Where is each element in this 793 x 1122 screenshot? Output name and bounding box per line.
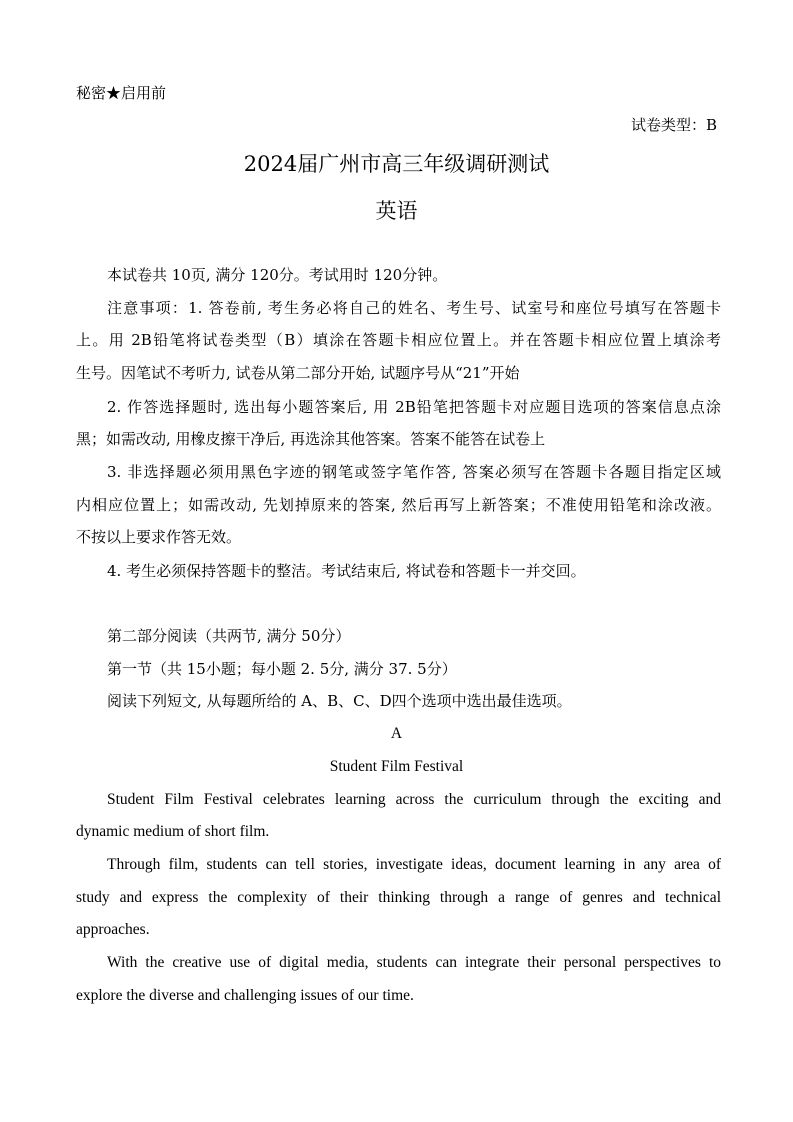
passage-letter: A xyxy=(390,725,403,742)
exam-title: 2024届广州市高三年级调研测试 xyxy=(243,152,550,176)
paragraph-2-line-3: approaches. xyxy=(76,921,150,938)
paragraph-1-line-2: dynamic medium of short film. xyxy=(76,823,270,840)
subject-title: 英语 xyxy=(375,199,418,223)
paragraph-3-line-2: explore the diverse and challenging issues of our time. xyxy=(76,987,414,1004)
instruction-2-line-2: 黑；如需改动, 用橡皮擦干净后, 再选涂其他答案。答案不能答在试卷上 xyxy=(76,430,546,448)
instruction-3-line-3: 不按以上要求作答无效。 xyxy=(76,528,242,546)
paragraph-1-line-1: Student Film Festival celebrates learning across the curriculum through the exciting and xyxy=(107,791,721,808)
reading-directions: 阅读下列短文, 从每题所给的 A、B、C、D四个选项中选出最佳选项。 xyxy=(107,692,572,710)
paragraph-3-line-1: With the creative use of digital media, students can integrate their personal perspectives to xyxy=(107,954,721,971)
instruction-1-line-1: 注意事项：1. 答卷前, 考生务必将自己的姓名、考生号、试室号和座位号填写在答题卡 xyxy=(107,299,721,317)
instruction-1-line-3: 生号。因笔试不考听力, 试卷从第二部分开始, 试题序号从“21”开始 xyxy=(76,364,520,382)
paper-type-label: 试卷类型：B xyxy=(630,116,717,134)
confidential-label: 秘密★启用前 xyxy=(76,84,167,102)
exam-intro: 本试卷共 10页, 满分 120分。考试用时 120分钟。 xyxy=(107,266,448,284)
passage-title: Student Film Festival xyxy=(329,758,464,775)
instruction-3-line-2: 内相应位置上；如需改动, 先划掉原来的答案, 然后再写上新答案；不准使用铅笔和涂改液。 xyxy=(76,496,721,514)
instruction-3-line-1: 3. 非选择题必须用黑色字迹的钢笔或签字笔作答, 答案必须写在答题卡各题目指定区域 xyxy=(107,463,721,481)
instruction-1-line-2: 上。用 2B铅笔将试卷类型（B）填涂在答题卡相应位置上。并在答题卡相应位置上填涂考 xyxy=(76,331,721,349)
paragraph-2-line-2: study and express the complexity of their thinking through a range of genres and technical xyxy=(76,889,721,906)
part-heading: 第二部分阅读（共两节, 满分 50分） xyxy=(107,627,351,645)
instruction-2-line-1: 2. 作答选择题时, 选出每小题答案后, 用 2B铅笔把答题卡对应题目选项的答案信息点涂 xyxy=(107,398,721,416)
instruction-4: 4. 考生必须保持答题卡的整洁。考试结束后, 将试卷和答题卡一并交回。 xyxy=(107,562,586,580)
paragraph-2-line-1: Through film, students can tell stories, investigate ideas, document learning in any area of xyxy=(107,856,721,873)
section-heading: 第一节（共 15小题；每小题 2. 5分, 满分 37. 5分） xyxy=(107,660,457,678)
